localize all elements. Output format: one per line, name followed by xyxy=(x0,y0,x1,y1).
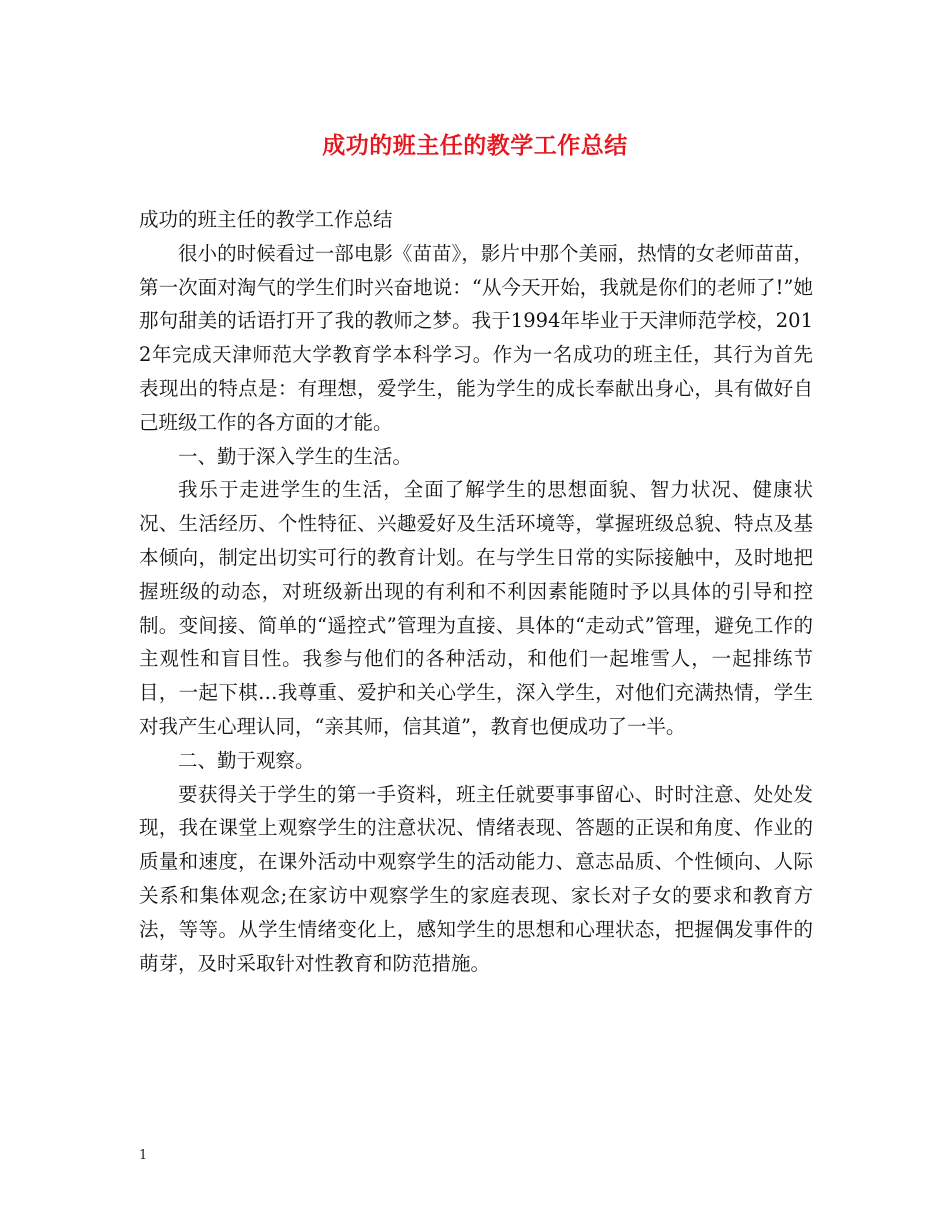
section-heading-2: 二、勤于观察。 xyxy=(178,748,315,772)
paragraph-section-1: 我乐于走进学生的生活，全面了解学生的思想面貌、智力状况、健康状况、生活经历、个性特征、兴趣爱好及生活环境等，掌握班级总貌、特点及基本倾向，制定出切实可行的教育计划。在与学生日常的实际接触中，及时地把握班级的动态，对班级新出现的有利和不利因素能随时予以具体的引导和控制。变间接、简单的“遥控式”管理为直接、具体的“走动式”管理，避免工作的主观性和盲目性。我参与他们的各种活动，和他们一起堆雪人，一起排练节目，一起下棋…我尊重、爱护和关心学生，深入学生，对他们充满热情，学生对我产生心理认同，“亲其师，信其道”，教育也便成功了一半。 xyxy=(139,478,813,738)
paragraph-section-2: 要获得关于学生的第一手资料，班主任就要事事留心、时时注意、处处发现，我在课堂上观察学生的注意状况、情绪表现、答题的正误和角度、作业的质量和速度，在课外活动中观察学生的活动能力、意志品质、个性倾向、人际关系和集体观念;在家访中观察学生的家庭表现、家长对子女的要求和教育方法，等等。从学生情绪变化上，感知学生的思想和心理状态，把握偶发事件的萌芽，及时采取针对性教育和防范措施。 xyxy=(139,782,813,975)
page-number: 1 xyxy=(139,1148,148,1163)
document-body xyxy=(139,203,813,980)
paragraph-intro: 很小的时候看过一部电影《苗苗》，影片中那个美丽，热情的女老师苗苗，第一次面对淘气的学生们时兴奋地说：“从今天开始，我就是你们的老师了!”她那句甜美的话语打开了我的教师之梦。我于1994年毕业于天津师范学校，2012年完成天津师范大学教育学本科学习。作为一名成功的班主任，其行为首先表现出的特点是：有理想，爱学生，能为学生的成长奉献出身心，具有做好自己班级工作的各方面的才能。 xyxy=(139,241,813,434)
document-title: 成功的班主任的教学工作总结 xyxy=(322,132,628,159)
section-heading-1: 一、勤于深入学生的生活。 xyxy=(178,444,413,468)
paragraph-heading: 成功的班主任的教学工作总结 xyxy=(139,208,393,231)
